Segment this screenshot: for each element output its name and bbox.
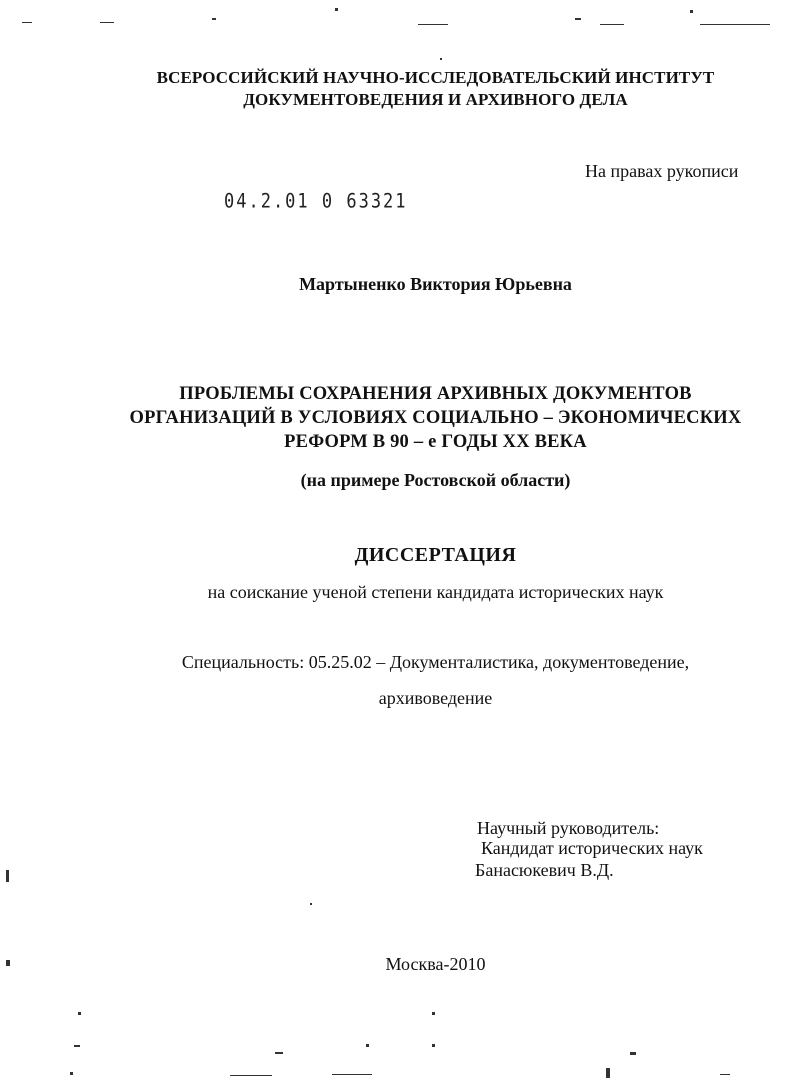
- institute-line-1: ВСЕРОССИЙСКИЙ НАУЧНО-ИССЛЕДОВАТЕЛЬСКИЙ ИНСТИТУТ: [156, 68, 715, 87]
- scan-noise: [6, 870, 9, 882]
- specialty-line-1: Специальность: 05.25.02 – Документалистика, документоведение,: [181, 652, 690, 672]
- scan-noise: [366, 1044, 369, 1047]
- supervisor-label: Научный руководитель:: [477, 818, 660, 838]
- scan-noise: [78, 1012, 81, 1015]
- document-type: ДИССЕРТАЦИЯ: [354, 544, 517, 566]
- scan-noise: [700, 24, 770, 25]
- scan-noise: [418, 24, 448, 25]
- scan-noise: [332, 1074, 372, 1075]
- scan-noise: [212, 18, 216, 20]
- scan-noise: [575, 18, 581, 20]
- scan-noise: [70, 1072, 73, 1075]
- specialty-line-2: архивоведение: [378, 688, 493, 708]
- scan-noise: [432, 1044, 435, 1047]
- institute-line-2: ДОКУМЕНТОВЕДЕНИЯ И АРХИВНОГО ДЕЛА: [243, 90, 628, 109]
- thesis-subtitle: (на примере Ростовской области): [300, 470, 571, 490]
- scan-noise: [606, 1068, 610, 1078]
- author-name: Мартыненко Виктория Юрьевна: [299, 274, 572, 294]
- scan-noise: [100, 22, 114, 23]
- manuscript-note: На правах рукописи: [585, 161, 739, 181]
- registration-number: 04.2.01 0 63321: [224, 190, 408, 213]
- place-year: Москва-2010: [385, 954, 486, 974]
- scan-noise: [230, 1075, 272, 1076]
- degree-statement: на соискание ученой степени кандидата исторических наук: [207, 582, 664, 602]
- supervisor-name: Банасюкевич В.Д.: [475, 860, 614, 880]
- scan-noise: [630, 1052, 636, 1055]
- supervisor-degree: Кандидат исторических наук: [481, 838, 703, 858]
- scan-noise: [6, 960, 10, 966]
- thesis-title-line-3: РЕФОРМ В 90 – е ГОДЫ XX ВЕКА: [284, 432, 587, 452]
- scan-noise: [440, 58, 442, 60]
- scan-noise: [310, 903, 312, 905]
- scan-noise: [22, 22, 32, 23]
- scan-noise: [720, 1074, 730, 1075]
- scan-noise: [275, 1052, 283, 1054]
- scan-noise: [690, 10, 693, 13]
- scan-noise: [74, 1045, 80, 1047]
- thesis-title-line-2: ОРГАНИЗАЦИЙ В УСЛОВИЯХ СОЦИАЛЬНО – ЭКОНОМИЧЕСКИХ: [129, 408, 742, 428]
- scan-noise: [432, 1012, 435, 1015]
- thesis-title-line-1: ПРОБЛЕМЫ СОХРАНЕНИЯ АРХИВНЫХ ДОКУМЕНТОВ: [179, 384, 692, 404]
- scan-noise: [600, 24, 624, 25]
- scan-noise: [335, 8, 338, 11]
